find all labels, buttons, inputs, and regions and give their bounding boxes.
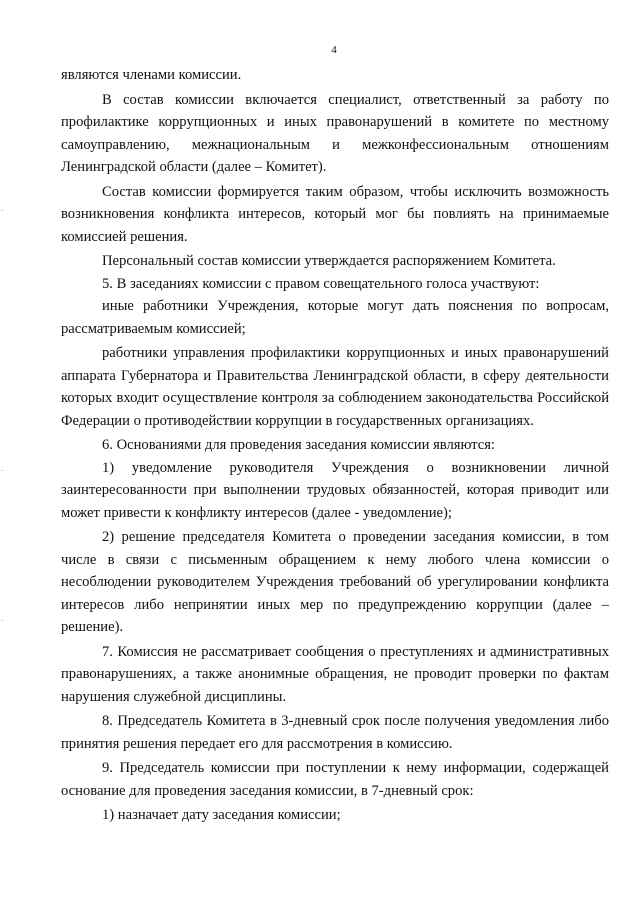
paragraph-item-6-1: 1) уведомление руководителя Учреждения о возникновении личной заинтересованности при выполнении трудовых обязанностей, которая приводит или может привести к конфликту интересов (далее - уведомление); xyxy=(61,459,609,521)
scan-edge-mark xyxy=(1,620,3,621)
paragraph-item-9: 9. Председатель комиссии при поступлении к нему информации, содержащей основание для проведения заседания комиссии, в 7-дневный срок: xyxy=(61,760,609,799)
paragraph-other-employees: иные работники Учреждения, которые могут дать пояснения по вопросам, рассматриваемым комиссией; xyxy=(61,298,609,337)
page-number: 4 xyxy=(331,44,337,56)
paragraph-item-8: 8. Председатель Комитета в 3-дневный срок после получения уведомления либо принятия решения передает его для рассмотрения в комиссию. xyxy=(61,713,609,752)
paragraph-item-7: 7. Комиссия не рассматривает сообщения о преступлениях и административных правонарушениях, а также анонимные обращения, не проводит проверки по фактам нарушения служебной дисциплины. xyxy=(61,643,609,705)
paragraph-item-6: 6. Основаниями для проведения заседания комиссии являются: xyxy=(102,437,495,453)
scan-edge-mark xyxy=(1,210,3,211)
paragraph-item-5: 5. В заседаниях комиссии с правом совещательного голоса участвуют: xyxy=(102,275,540,292)
document-body xyxy=(61,64,609,827)
paragraph-composition: Состав комиссии формируется таким образом, чтобы исключить возможность возникновения конфликта интересов, который мог бы повлиять на принимаемые комиссией решения. xyxy=(61,183,609,245)
paragraph-item-9-1: 1) назначает дату заседания комиссии; xyxy=(102,807,341,823)
paragraph-continuation: являются членами комиссии. xyxy=(61,67,242,83)
paragraph-anticorruption-officers: работники управления профилактики коррупционных и иных правонарушений аппарата Губернатора и Правительства Ленинградской области, в сферу деятельности которых входит осуществление контроля за соблюдением законодательства Российской Федерации о противодействии коррупции в государственных организациях. xyxy=(61,345,609,429)
paragraph-personal-composition: Персональный состав комиссии утверждается распоряжением Комитета. xyxy=(102,253,556,269)
paragraph-item-6-2: 2) решение председателя Комитета о проведении заседания комиссии, в том числе в связи с письменным обращением к нему любого члена комиссии о несоблюдении руководителем Учреждения требований об урегулировании конфликта интересов либо непринятии иных мер по предупреждению коррупции (далее – решение). xyxy=(61,529,609,635)
scan-edge-mark xyxy=(1,470,3,471)
paragraph-commission-specialist: В состав комиссии включается специалист, ответственный за работу по профилактике коррупционных и иных правонарушений в комитете по местному самоуправлению, межнациональным и межконфессиональным отношениям Ленинградской области (далее – Комитет). xyxy=(61,91,609,175)
